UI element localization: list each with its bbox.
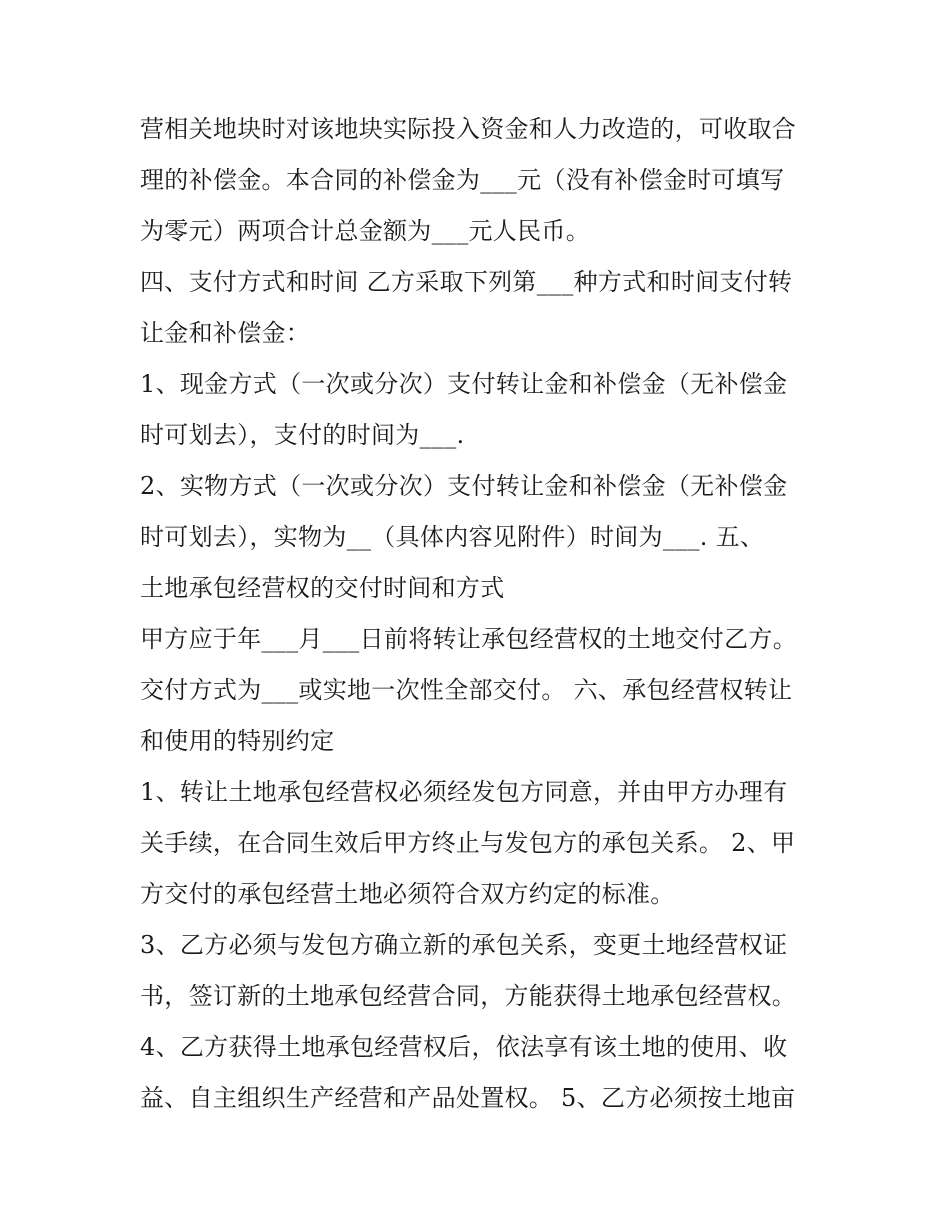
text-line: 益、自主组织生产经营和产品处置权。 5、乙方必须按土地亩 <box>140 1084 796 1112</box>
text-line: 为零元）两项合计总金额为___元人民币。 <box>140 217 590 245</box>
text-line: 交付方式为___或实地一次性全部交付。 六、承包经营权转让 <box>140 676 793 704</box>
section-heading-line: 四、支付方式和时间 乙方采取下列第___种方式和时间支付转 <box>140 268 793 296</box>
text-line: 书，签订新的土地承包经营合同，方能获得土地承包经营权。 <box>140 982 797 1010</box>
list-item-line: 1、转让土地承包经营权必须经发包方同意，并由甲方办理有 <box>140 778 788 806</box>
list-item-line: 1、现金方式（一次或分次）支付转让金和补偿金（无补偿金 <box>140 370 788 398</box>
section-heading-line: 和使用的特别约定 <box>140 727 335 755</box>
text-line: 让金和补偿金： <box>140 319 311 347</box>
text-line: 时可划去），实物为__（具体内容见附件）时间为___. 五、 <box>140 523 765 551</box>
contract-body-text <box>140 104 820 1124</box>
text-line: 营相关地块时对该地块实际投入资金和人力改造的，可收取合 <box>140 115 797 143</box>
text-line: 理的补偿金。本合同的补偿金为___元（没有补偿金时可填写 <box>140 166 785 194</box>
section-heading-line: 土地承包经营权的交付时间和方式 <box>140 574 505 602</box>
text-line: 方交付的承包经营土地必须符合双方约定的标准。 <box>140 880 675 908</box>
list-item-line: 3、乙方必须与发包方确立新的承包关系，变更土地经营权证 <box>140 931 788 959</box>
text-line: 甲方应于年___月___日前将转让承包经营权的土地交付乙方。 <box>140 625 797 653</box>
text-line: 关手续，在合同生效后甲方终止与发包方的承包关系。 2、甲 <box>140 829 796 857</box>
list-item-line: 4、乙方获得土地承包经营权后，依法享有该土地的使用、收 <box>140 1033 788 1061</box>
list-item-line: 2、实物方式（一次或分次）支付转让金和补偿金（无补偿金 <box>140 472 788 500</box>
text-line: 时可划去），支付的时间为___. <box>140 421 465 449</box>
